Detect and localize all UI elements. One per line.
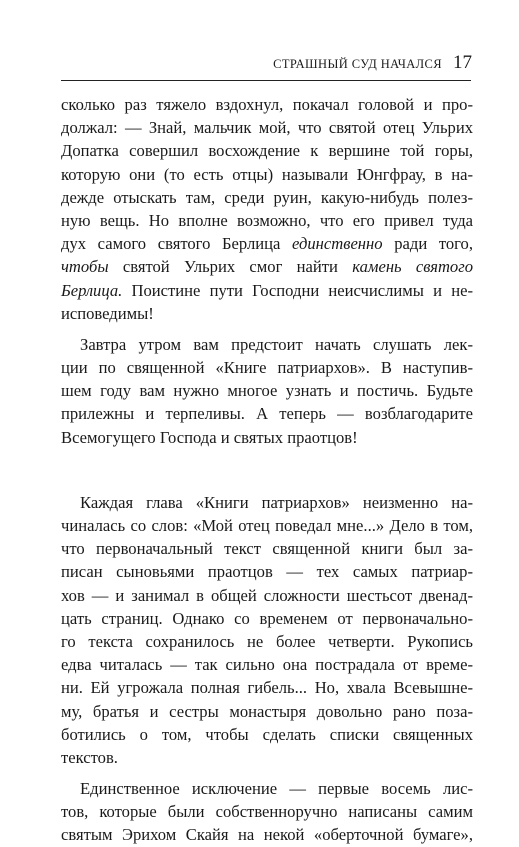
text-line [61, 209, 473, 232]
italic-text: чтобы [61, 257, 109, 277]
text-run: прилежны и терпеливы. А теперь — возблагодарите [61, 404, 473, 424]
text-run: ради того, [382, 234, 474, 254]
italic-text: единственно [292, 234, 383, 254]
text-run: должал: — Знай, мальчик мой, что святой отец Ульрих [61, 118, 473, 138]
text-line [61, 560, 473, 583]
paragraph-4 [61, 777, 473, 847]
paragraph-2 [61, 333, 473, 449]
text-line [61, 255, 473, 278]
text-line [61, 426, 473, 449]
text-line [61, 356, 473, 379]
text-line [61, 700, 473, 723]
text-line [61, 723, 473, 746]
text-line [61, 186, 473, 209]
text-run: сколько раз тяжело вздохнул, покачал головой и про- [61, 95, 473, 114]
text-run: тов, которые были собственноручно написаны самим [61, 802, 473, 822]
text-run: исповедимы! [61, 303, 154, 323]
text-run: хов — и занимал в общей сложности шестьсот двенад- [61, 585, 473, 605]
page-number: 17 [453, 52, 472, 73]
text-run: Завтра утром вам предстоит начать слушать лек- [80, 334, 473, 354]
text-run: Поистине пути Господни неисчислимы и не- [122, 280, 473, 300]
text-line [61, 279, 473, 302]
text-run: дух самого святого Берлица [61, 234, 293, 254]
text-run: ную вещь. Но вполне возможно, что его привел туда [61, 210, 473, 230]
italic-text: камень святого [352, 257, 473, 277]
text-line [61, 116, 473, 139]
text-run: ции по священной «Книге патриархов». В наступив- [61, 358, 473, 378]
text-line [61, 302, 473, 325]
text-line [61, 584, 473, 607]
text-line [61, 491, 473, 514]
text-run: текстов. [61, 747, 118, 767]
text-run: что первоначальный текст священной книги был за- [61, 539, 473, 559]
running-head [60, 52, 472, 74]
italic-text: Берлица. [61, 280, 123, 300]
text-run: дежде отыскать там, среди руин, какую-нибудь полез- [61, 187, 473, 207]
text-line [61, 333, 473, 356]
text-line [61, 514, 473, 537]
text-run: му, братья и сестры монастыря довольно рано поза- [61, 701, 473, 721]
text-line [61, 139, 473, 162]
paragraph-3 [61, 491, 473, 769]
text-run: Каждая глава «Книги патриархов» неизменно на- [80, 492, 473, 512]
text-run: едва читалась — так сильно она пострадала от време- [61, 655, 473, 675]
text-run: которую они (то есть отцы) называли Юнгфрау, в на- [61, 164, 473, 184]
text-line [61, 379, 473, 402]
chapter-title: СТРАШНЫЙ СУД НАЧАЛСЯ [273, 57, 442, 71]
text-line [61, 232, 473, 255]
text-run: цать страниц. Однако со временем от первоначально- [61, 608, 473, 628]
text-line [61, 823, 473, 846]
text-run: писан сыновьями праотцов — тех самых патриар- [61, 562, 473, 582]
text-line [61, 163, 473, 186]
text-run: святой Ульрих смог найти [108, 257, 353, 277]
text-line [61, 653, 473, 676]
text-run: шем году вам нужно многое узнать и постичь. Будьте [61, 381, 473, 401]
text-line [61, 777, 473, 800]
text-line [61, 607, 473, 630]
text-line [61, 800, 473, 823]
text-line [61, 93, 473, 116]
text-run: святым Эрихом Скайя на некой «оберточной бумаге», [61, 825, 473, 845]
text-line [61, 537, 473, 560]
text-run: Единственное исключение — первые восемь лис- [80, 779, 473, 799]
text-run: чиналась со слов: «Мой отец поведал мне...» Дело в том, [61, 516, 473, 535]
text-line [61, 630, 473, 653]
text-run: го текста сохранилось не более четверти. Рукопись [61, 631, 473, 651]
text-line [61, 746, 473, 769]
header-rule [61, 80, 471, 81]
text-run: Допатка совершил восхождение к вершине той горы, [61, 141, 473, 161]
paragraph-1 [61, 93, 473, 847]
text-run: ботились о том, чтобы сделать списки священных [61, 724, 473, 744]
text-run: ни. Ей угрожала полная гибель... Но, хвала Всевышне- [61, 678, 473, 698]
text-line [61, 676, 473, 699]
text-line [61, 402, 473, 425]
text-run: Всемогущего Господа и святых праотцов! [61, 427, 358, 447]
